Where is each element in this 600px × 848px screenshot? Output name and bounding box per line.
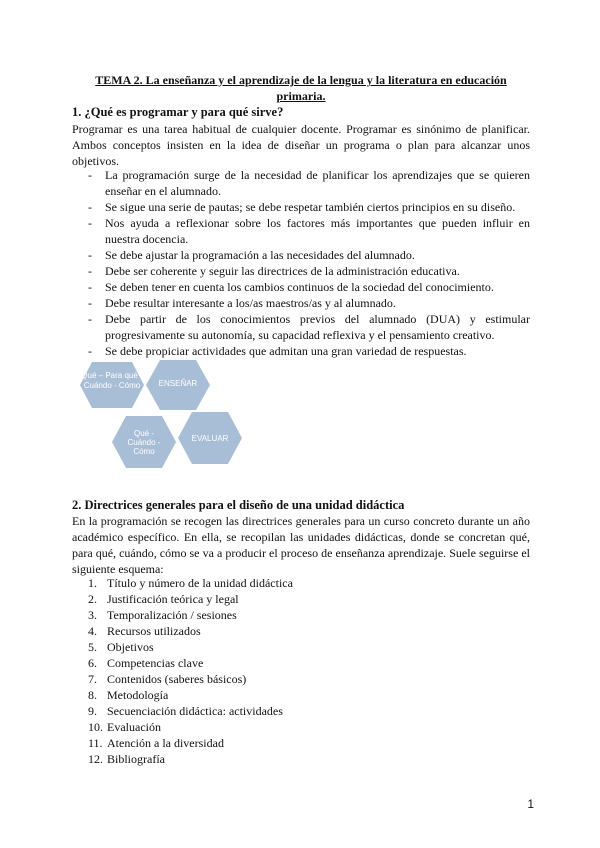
bullet-item: - Se sigue una serie de pautas; se debe respetar también ciertos principios en su diseño. [88, 199, 530, 215]
list-item-text: Competencias clave [107, 656, 204, 670]
list-item [88, 751, 508, 767]
bullet-item: - Se debe propiciar actividades que admitan una gran variedad de respuestas. [88, 343, 530, 359]
list-item-text: Contenidos (saberes básicos) [107, 672, 247, 686]
list-item-number: 9. [88, 704, 97, 718]
page-number: 1 [527, 797, 534, 811]
list-item [88, 703, 508, 719]
hexagon-diagram [80, 360, 340, 495]
unit-outline-list [88, 575, 508, 767]
section-2-heading: 2. Directrices generales para el diseño de una unidad didáctica [72, 498, 405, 512]
hexagon-1-label-line-2: Cuándo - Cómo [83, 381, 141, 390]
list-item-number: 5. [88, 640, 97, 654]
list-item [88, 575, 508, 591]
hexagon-1-label-line-1: Qué – Para qué - [81, 371, 143, 380]
section-2-intro: En la programación se recogen las directrices generales para un curso concreto durante un año académico específico. En ella, se recopilan las unidades didácticas, donde se concretan qué, para qué, cuándo, cómo se va a producir el proceso de enseñanza aprendizaje. Suele seguirse el siguiente esquema: [72, 514, 530, 576]
list-item-number: 6. [88, 656, 97, 670]
list-item-text: Justificación teórica y legal [107, 592, 239, 606]
list-item-number: 11. [88, 736, 103, 750]
list-item-text: Recursos utilizados [107, 624, 201, 638]
list-item-text: Evaluación [107, 720, 161, 734]
list-item [88, 623, 508, 639]
bullet-item: - Se debe ajustar la programación a las necesidades del alumnado. [88, 247, 530, 263]
title-line-2: primaria. [276, 89, 326, 103]
hexagon-3-label-line-2: Cuándo - [127, 438, 161, 447]
list-item [88, 639, 508, 655]
bullet-item: - Debe partir de los conocimientos previos del alumnado (DUA) y estimular progresivamente su autonomía, su capacidad reflexiva y el pensamiento creativo. [88, 311, 530, 343]
list-item-number: 8. [88, 688, 97, 702]
list-item-text: Título y número de la unidad didáctica [107, 576, 293, 590]
bullet-item: - Nos ayuda a reflexionar sobre los factores más importantes que pueden influir en nuestra docencia. [88, 215, 530, 247]
bullet-item: - Debe ser coherente y seguir las directrices de la administración educativa. [88, 263, 530, 279]
list-item-number: 4. [88, 624, 97, 638]
list-item-number: 1. [88, 576, 97, 590]
bullet-item: - Debe resultar interesante a los/as maestros/as y al alumnado. [88, 295, 530, 311]
hexagon-2-label: ENSEÑAR [158, 379, 198, 388]
list-item-text: Metodología [107, 688, 169, 702]
list-item [88, 655, 508, 671]
list-item-number: 10. [88, 720, 103, 734]
list-item [88, 735, 508, 751]
section-1-bullet-list [88, 167, 530, 359]
list-item-text: Bibliografía [107, 752, 165, 766]
list-item-number: 3. [88, 608, 97, 622]
list-item [88, 591, 508, 607]
bullet-item: - Se deben tener en cuenta los cambios continuos de la sociedad del conocimiento. [88, 279, 530, 295]
section-1-heading: 1. ¿Qué es programar y para qué sirve? [72, 105, 284, 119]
list-item [88, 687, 508, 703]
list-item-number: 2. [88, 592, 97, 606]
list-item-text: Objetivos [107, 640, 154, 654]
list-item-text: Atención a la diversidad [107, 736, 224, 750]
title-line-1: TEMA 2. La enseñanza y el aprendizaje de la lengua y la literatura en educación [95, 73, 507, 87]
list-item [88, 607, 508, 623]
list-item-text: Temporalización / sesiones [107, 608, 237, 622]
list-item-text: Secuenciación didáctica: actividades [107, 704, 283, 718]
list-item [88, 671, 508, 687]
hexagon-4-label: EVALUAR [191, 434, 229, 443]
list-item [88, 719, 508, 735]
list-item-number: 7. [88, 672, 97, 686]
list-item-number: 12. [88, 752, 103, 766]
document-title [72, 72, 530, 104]
hexagon-3-label-line-3: Cómo [133, 447, 155, 456]
bullet-item: - La programación surge de la necesidad de planificar los aprendizajes que se quieren enseñar en el alumnado. [88, 167, 530, 199]
section-1-intro: Programar es una tarea habitual de cualquier docente. Programar es sinónimo de planificar. Ambos conceptos insisten en la idea de diseñar un programa o plan para alcanzar unos objetivos. [72, 122, 530, 168]
hexagon-3-label-line-1: Qué - [133, 429, 155, 438]
